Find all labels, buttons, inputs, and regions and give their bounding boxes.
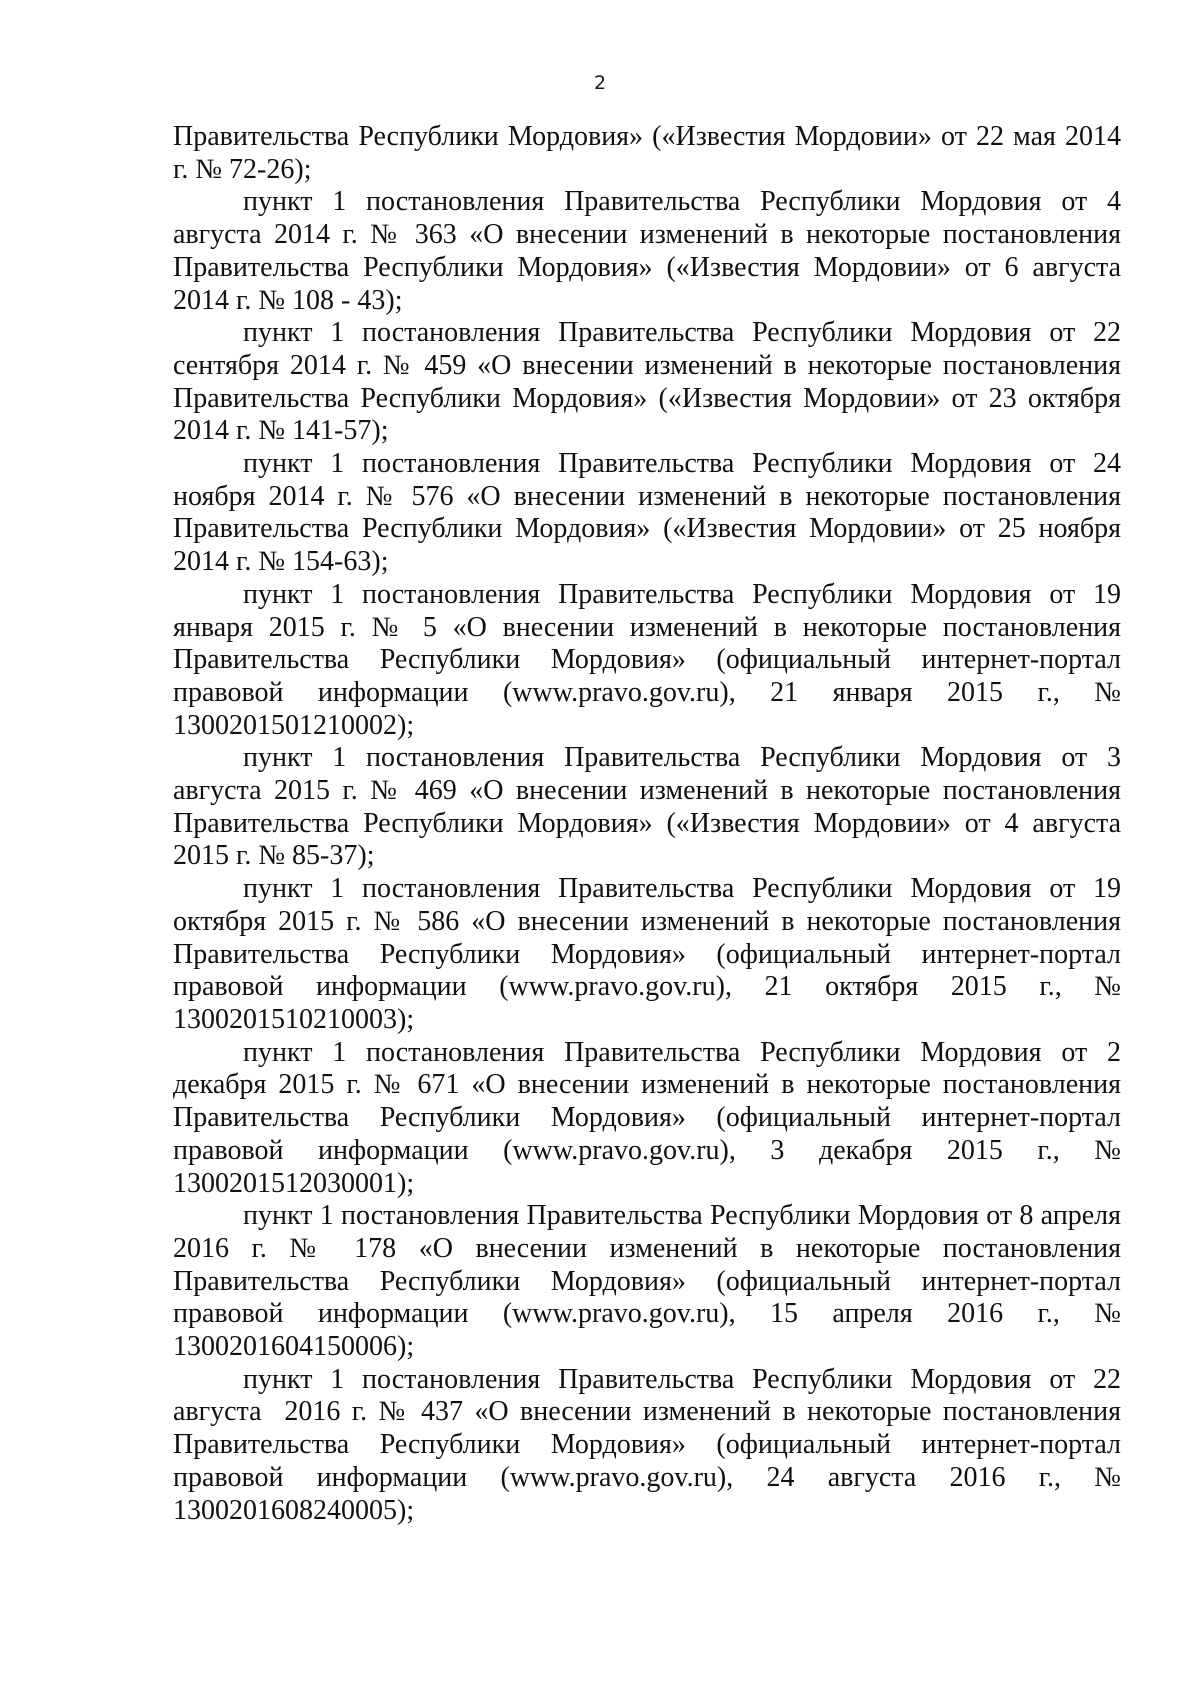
paragraph-item: пункт 1 постановления Правительства Республики Мордовия от 3 августа 2015 г. № 469 «О внесении изменений в некоторые постановления Правительства Республики Мордовия» («Известия Мордовии» от 4 августа 2015 г. № 85-37); — [173, 742, 1128, 872]
page-number: 2 — [593, 72, 607, 94]
paragraph-item: пункт 1 постановления Правительства Республики Мордовия от 2 декабря 2015 г. № 671 «О внесении изменений в некоторые постановления Правительства Республики Мордовия» (официальный интернет-портал правовой информации (www.pravo.gov.ru), 3 декабря 2015 г., № 1300201512030001); — [173, 1036, 1128, 1199]
paragraph-item: пункт 1 постановления Правительства Республики Мордовия от 22 августа 2016 г. № 437 «О внесении изменений в некоторые постановления Правительства Республики Мордовия» (официальный интернет-портал правовой информации (www.pravo.gov.ru), 24 августа 2016 г., № 1300201608240005); — [173, 1363, 1128, 1526]
paragraph-item: пункт 1 постановления Правительства Республики Мордовия от 19 января 2015 г. № 5 «О внесении изменений в некоторые постановления Правительства Республики Мордовия» (официальный интернет-портал правовой информации (www.pravo.gov.ru), 21 января 2015 г., № 1300201501210002); — [173, 578, 1128, 741]
paragraph-item: пункт 1 постановления Правительства Республики Мордовия от 19 октября 2015 г. № 586 «О внесении изменений в некоторые постановления Правительства Республики Мордовия» (официальный интернет-портал правовой информации (www.pravo.gov.ru), 21 октября 2015 г., № 1300201510210003); — [173, 873, 1128, 1035]
paragraph-item: пункт 1 постановления Правительства Республики Мордовия от 8 апреля 2016 г. № 178 «О внесении изменений в некоторые постановления Правительства Республики Мордовия» (официальный интернет-портал правовой информации (www.pravo.gov.ru), 15 апреля 2016 г., № 1300201604150006); — [173, 1200, 1128, 1363]
paragraph-item: пункт 1 постановления Правительства Республики Мордовия от 24 ноября 2014 г. № 576 «О внесении изменений в некоторые постановления Правительства Республики Мордовия» («Известия Мордовии» от 25 ноября 2014 г. № 154-63); — [173, 448, 1128, 578]
paragraph-item: пункт 1 постановления Правительства Республики Мордовия от 22 сентября 2014 г. № 459 «О внесении изменений в некоторые постановления Правительства Республики Мордовия» («Известия Мордовии» от 23 октября 2014 г. № 141-57); — [173, 317, 1128, 447]
document-body — [173, 121, 1128, 1527]
paragraph-item: пункт 1 постановления Правительства Республики Мордовия от 4 августа 2014 г. № 363 «О внесении изменений в некоторые постановления Правительства Республики Мордовия» («Известия Мордовии» от 6 августа 2014 г. № 108 - 43); — [173, 186, 1128, 316]
paragraph-continuation: Правительства Республики Мордовия» («Известия Мордовии» от 22 мая 2014 г. № 72-26); — [173, 121, 1128, 185]
